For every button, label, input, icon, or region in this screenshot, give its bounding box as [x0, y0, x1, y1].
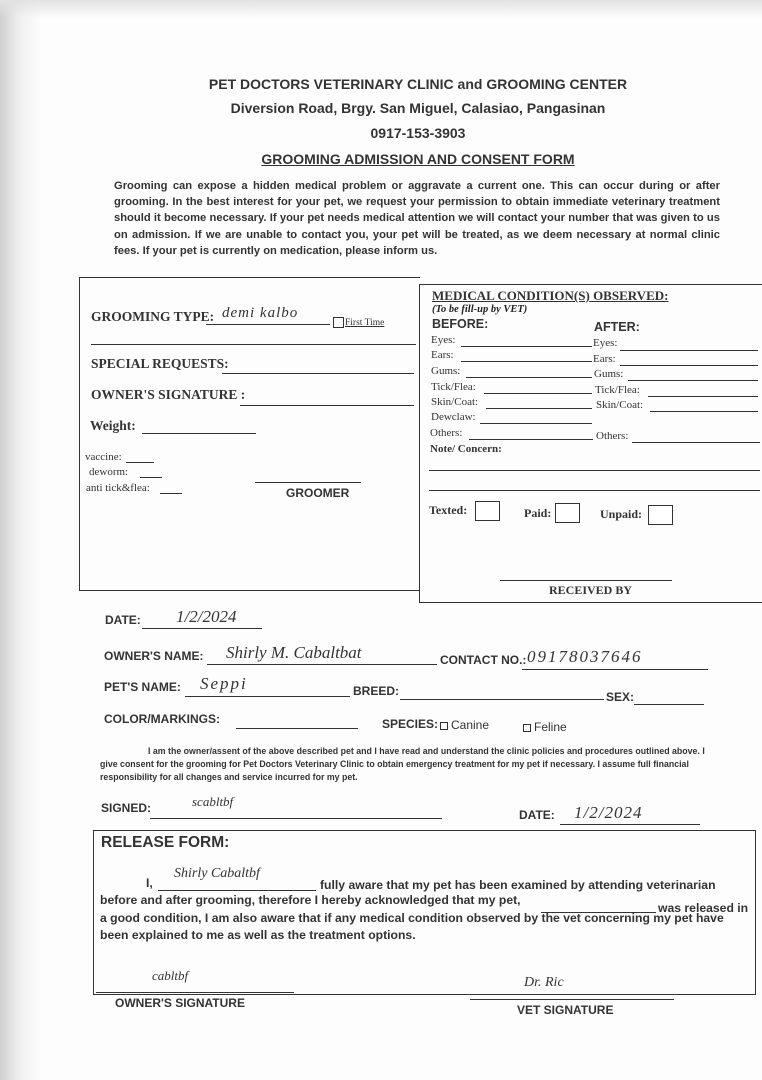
before-gums-label: Gums:	[431, 365, 461, 377]
intro-paragraph: Grooming can expose a hidden medical problem or aggravate a current one. This can occur during or after grooming. In the best interest for your pet, we request your permission to obtain immediate veterinary treatment should it become necessary. If your pet needs medical attention we will contact your number that was given to us on admission. If we are unable to contact you, your pet will be treated, as we deem necessary at normal clinic fees. If your pet is currently on medication, please inform us.	[114, 180, 720, 257]
first-time-label: First Time	[345, 318, 385, 328]
unpaid-label: Unpaid:	[600, 507, 643, 521]
clinic-address: Diversion Road, Brgy. San Miguel, Calasiao, Pangasinan	[230, 100, 606, 116]
before-eyes-line[interactable]	[461, 346, 592, 347]
before-dewclaw-line[interactable]	[480, 423, 592, 424]
contact-label: CONTACT NO.:	[440, 653, 527, 667]
feline-checkbox[interactable]	[523, 724, 531, 732]
after-gums-label: Gums:	[594, 368, 624, 380]
vaccine-line[interactable]	[126, 462, 154, 463]
owner-name-value[interactable]: Shirly M. Cabaltbat	[226, 643, 362, 662]
grooming-type-label: GROOMING TYPE:	[91, 309, 215, 324]
note-line-1[interactable]	[429, 470, 760, 471]
owner-signature-value[interactable]: cabltbf	[152, 968, 189, 983]
after-tickflea-line[interactable]	[648, 396, 758, 397]
anti-tick-line[interactable]	[160, 493, 182, 494]
before-dewclaw-label: Dewclaw:	[431, 411, 476, 423]
owner-name-label: OWNER'S NAME:	[104, 649, 204, 663]
date-label: DATE:	[105, 613, 141, 627]
after-skincoat-label: Skin/Coat:	[596, 399, 644, 411]
owner-name-line[interactable]	[207, 664, 437, 665]
anti-tick-label: anti tick&flea:	[86, 482, 150, 494]
first-time-checkbox[interactable]	[333, 317, 344, 328]
texted-checkbox[interactable]	[475, 501, 500, 521]
contact-line[interactable]	[522, 669, 708, 670]
unpaid-checkbox[interactable]	[648, 505, 673, 525]
after-label: AFTER:	[594, 320, 640, 334]
note-concern-label: Note/ Concern:	[430, 443, 502, 455]
paid-checkbox[interactable]	[555, 503, 580, 523]
before-label: BEFORE:	[432, 317, 489, 331]
after-others-line[interactable]	[632, 442, 760, 443]
owner-signature-label: OWNER'S SIGNATURE :	[91, 387, 246, 402]
date-line[interactable]	[142, 628, 262, 629]
form-title: GROOMING ADMISSION AND CONSENT FORM	[261, 151, 575, 167]
note-line-2[interactable]	[429, 490, 760, 491]
contact-value[interactable]: 09178037646	[527, 647, 643, 666]
consent-text: I am the owner/assent of the above described pet and I have read and understand the clinic policies and procedures outlined above. I give consent for the grooming for Pet Doctors Veterinary Clinic to obtain emergency treatment for my pet if necessary. I assume full financial responsibility for all changes and service incurred for my pet.	[100, 746, 705, 782]
clinic-phone: 0917-153-3903	[370, 125, 466, 141]
date-value[interactable]: 1/2/2024	[176, 607, 237, 626]
release-name-line[interactable]	[158, 890, 316, 891]
breed-label: BREED:	[353, 684, 400, 698]
pet-name-line[interactable]	[185, 696, 350, 697]
before-ears-label: Ears:	[431, 349, 454, 361]
grooming-type-line-2	[91, 344, 416, 345]
weight-line[interactable]	[142, 433, 256, 434]
before-eyes-label: Eyes:	[431, 334, 456, 346]
paid-label: Paid:	[524, 506, 552, 520]
vet-signature-line[interactable]	[470, 999, 674, 1000]
after-tickflea-label: Tick/Flea:	[595, 384, 640, 396]
release-form-title: RELEASE FORM:	[101, 834, 230, 851]
received-by-label: RECEIVED BY	[549, 583, 633, 597]
breed-line[interactable]	[400, 699, 604, 700]
special-requests-line[interactable]	[222, 373, 414, 374]
owner-signature-line[interactable]	[240, 405, 414, 406]
after-eyes-line[interactable]	[620, 350, 758, 351]
release-text-4: a good condition, I am also aware that if any medical condition observed by the vet concerning my pet have	[100, 911, 724, 925]
after-skincoat-line[interactable]	[650, 411, 758, 412]
sex-line[interactable]	[634, 704, 704, 705]
release-text-1: fully aware that my pet has been examined by attending veterinarian	[320, 878, 716, 892]
color-markings-label: COLOR/MARKINGS:	[104, 712, 220, 726]
clinic-name: PET DOCTORS VETERINARY CLINIC and GROOMING CENTER	[208, 76, 628, 92]
color-markings-line[interactable]	[236, 728, 358, 729]
canine-label: Canine	[451, 718, 490, 732]
medical-subtitle: (To be fill-up by VET)	[432, 304, 528, 315]
groomer-line[interactable]	[255, 482, 361, 483]
feline-label: Feline	[534, 720, 567, 734]
deworm-label: deworm:	[89, 466, 129, 478]
owner-signature-label-release: OWNER'S SIGNATURE	[115, 996, 245, 1010]
before-skincoat-line[interactable]	[486, 408, 592, 409]
vet-signature-label: VET SIGNATURE	[517, 1003, 614, 1017]
release-text-2: before and after grooming, therefore I hereby acknowledged that my pet,	[100, 893, 521, 907]
after-gums-line[interactable]	[628, 380, 758, 381]
before-gums-line[interactable]	[466, 377, 592, 378]
texted-label: Texted:	[429, 503, 468, 517]
pet-name-label: PET'S NAME:	[104, 680, 181, 694]
date2-value[interactable]: 1/2/2024	[574, 803, 643, 822]
date2-line[interactable]	[560, 824, 700, 825]
after-others-label: Others:	[596, 430, 629, 442]
sex-label: SEX:	[606, 690, 635, 704]
grooming-type-line	[206, 324, 330, 325]
release-text-3: was released in	[658, 901, 749, 915]
medical-title: MEDICAL CONDITION(S) OBSERVED:	[432, 288, 669, 303]
before-others-label: Others:	[430, 427, 463, 439]
before-tickflea-line[interactable]	[484, 393, 592, 394]
vaccine-label: vaccine:	[85, 451, 122, 463]
canine-checkbox[interactable]	[440, 722, 448, 730]
grooming-type-value[interactable]: demi kalbo	[222, 305, 299, 321]
signed-line[interactable]	[150, 818, 442, 819]
before-others-line[interactable]	[469, 439, 593, 440]
pet-name-value[interactable]: Seppi	[200, 674, 248, 693]
release-name-value[interactable]: Shirly Cabaltbf	[174, 866, 260, 881]
owner-signature-line-release[interactable]	[96, 992, 294, 993]
date2-label: DATE:	[519, 808, 555, 822]
vet-signature-value[interactable]: Dr. Ric	[524, 975, 564, 990]
after-ears-label: Ears:	[593, 353, 616, 365]
species-label: SPECIES:	[382, 717, 439, 731]
special-requests-label: SPECIAL REQUESTS:	[91, 356, 229, 371]
signed-label: SIGNED:	[101, 801, 152, 815]
weight-label: Weight:	[90, 418, 136, 433]
release-text-5: been explained to me as well as the treatment options.	[100, 928, 416, 942]
before-ears-line[interactable]	[461, 361, 592, 362]
deworm-line[interactable]	[140, 477, 162, 478]
signed-value[interactable]: scabltbf	[192, 794, 234, 809]
before-skincoat-label: Skin/Coat:	[431, 396, 479, 408]
before-tickflea-label: Tick/Flea:	[431, 381, 476, 393]
after-eyes-label: Eyes:	[593, 337, 618, 349]
received-by-line[interactable]	[500, 580, 672, 581]
scan-top-shadow	[0, 0, 762, 18]
after-ears-line[interactable]	[620, 365, 758, 366]
release-i-label: I,	[146, 876, 153, 890]
groomer-label: GROOMER	[286, 486, 350, 500]
